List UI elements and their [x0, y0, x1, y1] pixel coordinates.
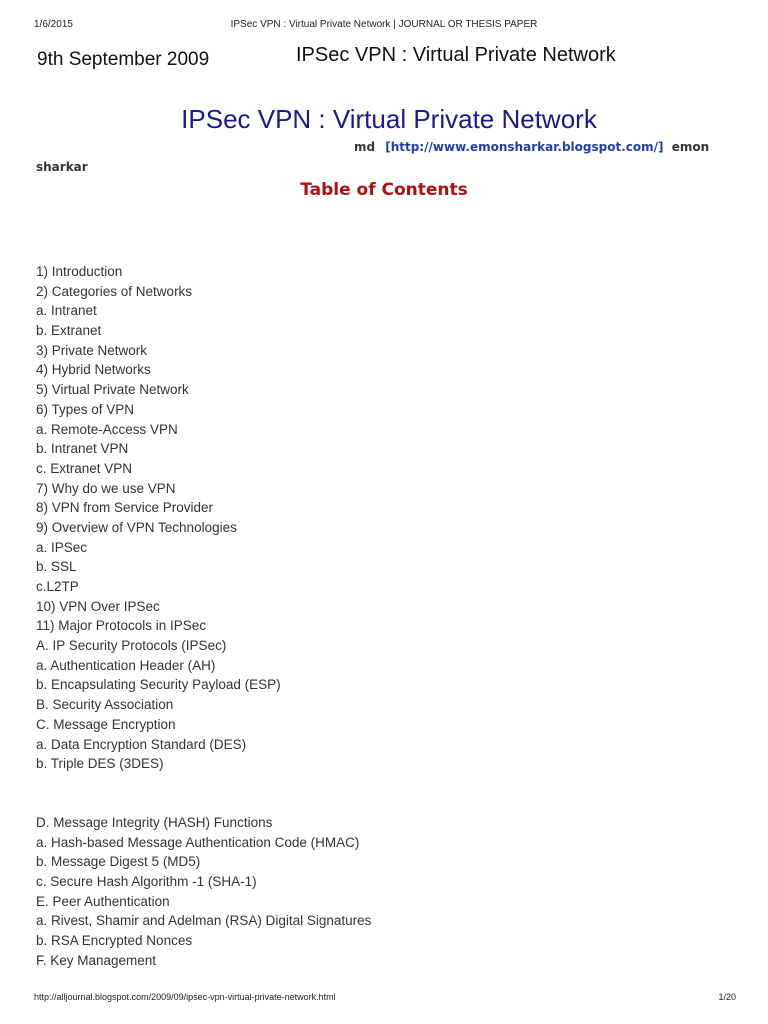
toc-item: b. RSA Encrypted Nonces — [36, 933, 193, 949]
author-link[interactable]: [http://www.emonsharkar.blogspot.com/] — [385, 140, 664, 154]
print-footer-page-number: 1/20 — [718, 992, 736, 1002]
toc-item: a. IPSec — [36, 539, 88, 555]
toc-item: a. Authentication Header (AH) — [36, 657, 216, 673]
toc-item: a. Data Encryption Standard (DES) — [36, 736, 247, 752]
toc-item: 7) Why do we use VPN — [36, 480, 176, 496]
print-footer-url: http://alljournal.blogspot.com/2009/09/ipsec-vpn-virtual-private-network.html — [34, 992, 336, 1002]
toc-item: 11) Major Protocols in IPSec — [36, 618, 207, 634]
toc-item: E. Peer Authentication — [36, 893, 170, 909]
toc-item: 1) Introduction — [36, 264, 123, 279]
author-line — [354, 140, 709, 154]
toc-item: C. Message Encryption — [36, 716, 176, 732]
toc-item: 3) Private Network — [36, 342, 148, 358]
toc-item: 6) Types of VPN — [36, 401, 135, 417]
toc-item: c. Extranet VPN — [36, 460, 133, 476]
toc-item: F. Key Management — [36, 952, 157, 968]
toc-item: b. Message Digest 5 (MD5) — [36, 854, 201, 870]
toc-item: c.L2TP — [36, 579, 79, 594]
toc-item: a. Intranet — [36, 303, 97, 319]
toc-item: 8) VPN from Service Provider — [36, 500, 214, 516]
toc-item: b. SSL — [36, 559, 77, 575]
toc-heading: Table of Contents — [300, 180, 468, 200]
post-title[interactable]: IPSec VPN : Virtual Private Network — [296, 44, 616, 66]
toc-item: a. Remote-Access VPN — [36, 421, 178, 437]
toc-item: b. Triple DES (3DES) — [36, 756, 164, 772]
article-title: IPSec VPN : Virtual Private Network — [181, 104, 597, 134]
toc-list-part1 — [36, 262, 281, 774]
post-date: 9th September 2009 — [37, 49, 210, 70]
toc-item: a. Hash-based Message Authentication Code (HMAC) — [36, 834, 360, 850]
print-header-title: IPSec VPN : Virtual Private Network | JOURNAL OR THESIS PAPER — [230, 19, 538, 30]
toc-item: c. Secure Hash Algorithm -1 (SHA-1) — [36, 874, 257, 890]
toc-item: 4) Hybrid Networks — [36, 362, 151, 378]
toc-item: b. Intranet VPN — [36, 441, 129, 457]
author-first-name: emon — [671, 140, 710, 154]
author-prefix: md — [354, 140, 376, 154]
toc-item: a. Rivest, Shamir and Adelman (RSA) Digital Signatures — [36, 913, 372, 929]
toc-item: 2) Categories of Networks — [36, 283, 193, 299]
toc-list-part2 — [36, 813, 371, 971]
print-header-date: 1/6/2015 — [34, 19, 73, 30]
toc-item: D. Message Integrity (HASH) Functions — [36, 815, 273, 830]
toc-item: 10) VPN Over IPSec — [36, 598, 160, 614]
toc-item: 5) Virtual Private Network — [36, 382, 189, 398]
toc-item: A. IP Security Protocols (IPSec) — [36, 638, 227, 654]
toc-item: b. Extranet — [36, 323, 102, 339]
toc-item: 9) Overview of VPN Technologies — [36, 519, 237, 535]
toc-item: b. Encapsulating Security Payload (ESP) — [36, 677, 281, 693]
author-last-name: sharkar — [36, 160, 88, 174]
toc-item: B. Security Association — [36, 697, 174, 713]
